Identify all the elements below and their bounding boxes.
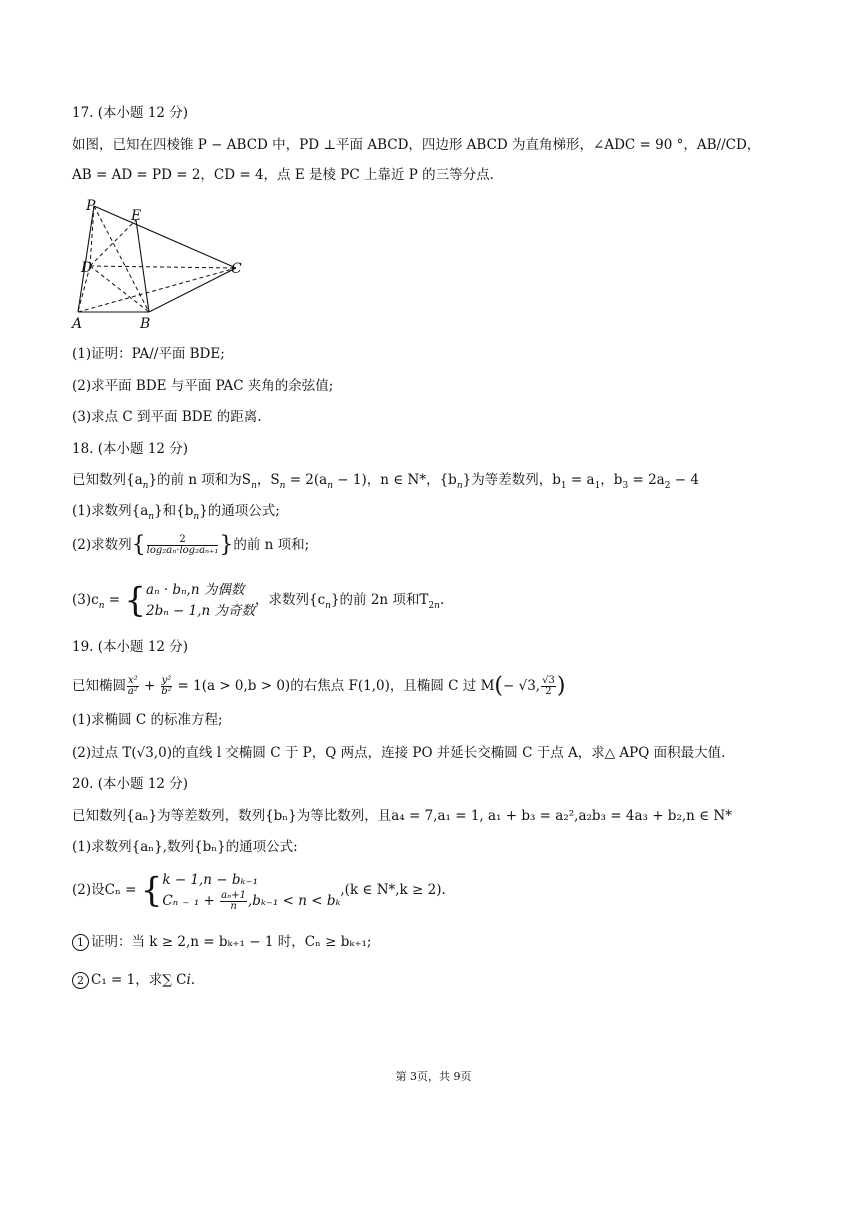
q19-frac-y: $\frac{\text{y²}}{\text{b²}}$	[161, 675, 172, 697]
q20-sub1-num: 1	[72, 934, 89, 951]
q19-part2: (2)过点 T(√3,0)的直线 l 交椭圆 C 于 P，Q 两点，连接 PO 并延长交椭圆 C 于点 A，求△ APQ 面积最大值.	[72, 745, 726, 761]
q20-sub2-text: C₁ = 1，求∑ C𝑖.	[91, 972, 196, 988]
q18-part1-b: }和{b	[154, 503, 194, 519]
q18-part1-a: (1)求数列{a	[72, 503, 149, 519]
q18-case-odd: 2bₙ − 1,n 为奇数	[146, 602, 255, 619]
q18-stem-j: − 4	[670, 472, 699, 488]
q19-stem-a: 已知椭圆	[72, 678, 126, 694]
q18-header: 18. (本小题 12 分)	[72, 441, 189, 457]
pyramid-figure	[70, 198, 260, 333]
q20-part2: (2)设Cₙ = { k − 1,n − bₖ₋₁ Cₙ ₋ ₁ + $\frac{\text{aₙ+1}}{n}$ ,bₖ₋₁ < n < bₖ ,(k ∈ N*,k ≥ 2).	[72, 870, 446, 912]
q18-part2-den: log₂aₙ·log₂aₙ₊₁	[146, 545, 219, 556]
q20-sub1	[72, 932, 371, 952]
q18-stem-c: ，S	[256, 472, 280, 488]
label-C: C	[231, 261, 242, 277]
q18-stem-h: ，b	[600, 472, 623, 488]
q19-stem: 已知椭圆 $\frac{\text{x²}}{\text{a²}}$ + $\frac{\text{y²}}{\text{b²}}$ = 1(a > 0,b > 0)的右焦点 F(1,0)，且椭圆 C 过 M(− √3, $\frac{√3}{2}$ )	[72, 673, 566, 699]
q18-part3-b: ，求数列{c	[255, 592, 326, 608]
q18-part3-c: }的前 2n 项和T	[330, 592, 429, 608]
q18-stem-f: }为等差数列，b	[462, 472, 561, 488]
q17-part1: (1)证明：PA//平面 BDE;	[72, 346, 225, 362]
q17-part2: (2)求平面 BDE 与平面 PAC 夹角的余弦值;	[72, 378, 334, 394]
label-P: P	[86, 198, 96, 214]
q19-header: 19. (本小题 12 分)	[72, 639, 189, 655]
q18-stem-i: = 2a	[628, 472, 665, 488]
q18-part2-fraction	[147, 535, 219, 556]
q18-stem-d: = 2(a	[285, 472, 328, 488]
q19-frac-x: $\frac{\text{x²}}{\text{a²}}$	[127, 675, 138, 697]
q18-stem-g: = a	[566, 472, 595, 488]
q20-header: 20. (本小题 12 分)	[72, 776, 189, 792]
q17-part3: (3)求点 C 到平面 BDE 的距离.	[72, 409, 262, 425]
q20-case2-a: Cₙ ₋ ₁ +	[162, 892, 215, 909]
q20-part2-cases	[162, 870, 340, 912]
q20-case1: k − 1,n − bₖ₋₁	[162, 871, 258, 888]
q18-part3-a: (3)c	[72, 592, 99, 608]
q18-part2-a: (2)求数列	[72, 537, 132, 553]
q20-part1: (1)求数列{aₙ},数列{bₙ}的通项公式:	[72, 839, 298, 855]
q20-sub2	[72, 970, 195, 990]
q18-part2-b: 的前 n 项和;	[233, 537, 310, 553]
q20-part2-a: (2)设Cₙ =	[72, 882, 137, 898]
q17-stem-line1: 如图，已知在四棱锥 P − ABCD 中，PD ⊥平面 ABCD，四边形 ABCD 为直角梯形，∠ADC = 90 °，AB//CD，	[72, 137, 761, 153]
q18-part2-num: 2	[147, 535, 219, 546]
q20-part2-b: ,(k ∈ N*,k ≥ 2).	[340, 882, 446, 898]
label-A: A	[72, 316, 83, 332]
q18-case-even: aₙ · bₙ,n 为偶数	[146, 581, 245, 598]
q20-sub1-text: 证明：当 k ≥ 2,n = bₖ₊₁ − 1 时，Cₙ ≥ bₖ₊₁;	[91, 934, 372, 950]
q18-part3: $(3)c_n$ = { aₙ · bₙ,n 为偶数 2bₙ − 1,n 为奇数 ，求数列$\{c_n\}$的前 2n 项和$T_{2n}$.	[72, 580, 445, 621]
label-B: B	[140, 316, 151, 332]
q19-frac-m: $\frac{√3}{2}$	[542, 675, 555, 697]
q18-part1-c: }的通项公式;	[199, 503, 280, 519]
q18-part3-d: .	[439, 592, 445, 608]
q20-stem: 已知数列{aₙ}为等差数列，数列{bₙ}为等比数列，且a₄ = 7,a₁ = 1, a₁ + b₃ = a₂²,a₂b₃ = 4a₃ + b₂,n ∈ N*	[72, 808, 732, 824]
q20-case2-b: ,bₖ₋₁ < n < bₖ	[247, 892, 341, 909]
q18-stem-e: − 1)，n ∈ N*，{b	[333, 472, 457, 488]
q20-sub2-num: 2	[72, 972, 89, 989]
label-D: D	[81, 260, 93, 276]
q18-part3-cases	[146, 580, 255, 622]
q18-part2: (2)求数列{ $\frac{2}{\text{log₂aₙ·log₂aₙ₊₁}}$ }的前 n 项和;	[72, 532, 310, 558]
page-footer: 第 3页，共 9页	[395, 1070, 472, 1083]
q18-stem-b: }的前 n 项和为S	[148, 472, 252, 488]
label-E: E	[131, 208, 142, 224]
q20-case2-frac: $\frac{\text{aₙ+1}}{n}$	[221, 889, 246, 912]
q17-header: 17. (本小题 12 分)	[72, 105, 189, 121]
q19-part1: (1)求椭圆 C 的标准方程;	[72, 712, 223, 728]
q17-stem-line2: AB = AD = PD = 2，CD = 4，点 E 是棱 PC 上靠近 P 的三等分点.	[72, 167, 494, 183]
q18-stem: 已知数列$\{a_n\}$的前 n 项和为$S_n$，$S_n = 2(a_n - 1)$，n ∈ N*，$\{b_n\}$为等差数列，$b_1 = a_1$，$b_3 = 2a_2 - 4$	[72, 472, 699, 491]
q19-stem-b: = 1(a > 0,b > 0)的右焦点 F(1,0)，且椭圆 C 过 M	[173, 678, 495, 694]
q18-part1: (1)求数列$\{a_n\}$和$\{b_n\}$的通项公式;	[72, 503, 280, 522]
q18-stem-a: 已知数列{a	[72, 472, 143, 488]
